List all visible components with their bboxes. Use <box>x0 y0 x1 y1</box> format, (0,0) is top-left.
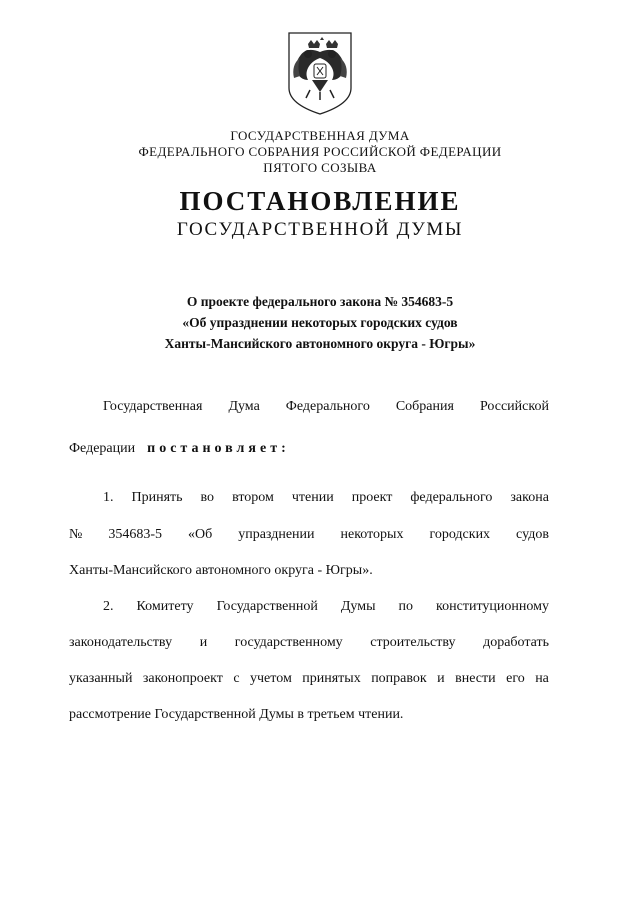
word: Думы <box>340 599 376 614</box>
item-2-line-3 <box>69 669 549 689</box>
word: законопроект <box>142 671 223 686</box>
word: «Об <box>188 527 213 542</box>
item-2-words-1 <box>103 597 549 617</box>
word: втором <box>232 490 274 505</box>
item-2-line-2 <box>69 633 549 653</box>
word: Федерации <box>69 441 136 456</box>
word: Государственной <box>216 599 318 614</box>
item-2-words-4: рассмотрение Государственной Думы в третьем чтении. <box>69 707 404 722</box>
item-2-words-2 <box>69 633 549 653</box>
word: судов <box>516 527 549 542</box>
word: конституционному <box>436 599 549 614</box>
header-line-convocation: ПЯТОГО СОЗЫВА <box>263 160 377 175</box>
word: Государственная <box>103 399 203 414</box>
word: государственному <box>234 635 343 650</box>
word: и <box>437 671 445 686</box>
word: учетом <box>250 671 292 686</box>
word: Дума <box>228 399 260 414</box>
subject-line-2: «Об упразднении некоторых городских судов <box>182 315 458 330</box>
item-1-words-1 <box>103 488 549 508</box>
item-1-line-3 <box>69 561 549 581</box>
document-title: ПОСТАНОВЛЕНИЕ <box>179 186 461 216</box>
word: его <box>506 671 525 686</box>
preamble-line-1 <box>69 397 549 417</box>
word: и <box>199 635 208 650</box>
word: Российской <box>479 399 549 414</box>
word: 2. <box>103 599 114 614</box>
item-2-line-1 <box>69 597 549 617</box>
word: федерального <box>410 490 493 505</box>
word: чтении <box>291 490 334 505</box>
word: Комитету <box>136 599 194 614</box>
word: строительству <box>370 635 456 650</box>
word: проект <box>351 490 393 505</box>
document-subtitle: ГОСУДАРСТВЕННОЙ ДУМЫ <box>176 219 464 240</box>
header-line-duma: ГОСУДАРСТВЕННАЯ ДУМА <box>230 128 410 143</box>
word: закона <box>510 490 549 505</box>
word: Федерального <box>285 399 370 414</box>
word: № <box>69 527 83 542</box>
word: внести <box>455 671 496 686</box>
word: поправок <box>371 671 427 686</box>
subject-line-3: Ханты-Мансийского автономного округа - Югры» <box>164 336 476 351</box>
word: принятых <box>302 671 361 686</box>
word: доработать <box>483 635 549 650</box>
word: на <box>535 671 549 686</box>
word: Собрания <box>395 399 454 414</box>
subject-line-1: О проекте федерального закона № 354683-5 <box>186 294 454 309</box>
word: некоторых <box>340 527 404 542</box>
preamble-line-2 <box>69 439 549 459</box>
item-1-words-3: Ханты-Мансийского автономного округа - Югры». <box>69 563 373 578</box>
word: 354683-5 <box>108 527 163 542</box>
item-1-words-2 <box>69 525 549 545</box>
resolution-verb: постановляет: <box>147 441 290 456</box>
item-1-line-2 <box>69 525 549 545</box>
subject-heading <box>0 291 640 354</box>
word: городских <box>429 527 491 542</box>
item-1-line-1 <box>69 488 549 508</box>
word: во <box>200 490 215 505</box>
word: указанный <box>69 671 133 686</box>
item-2-words-3 <box>69 669 549 689</box>
header-line-federal-assembly: ФЕДЕРАЛЬНОГО СОБРАНИЯ РОССИЙСКОЙ ФЕДЕРАЦИИ <box>138 144 502 159</box>
word: с <box>233 671 240 686</box>
double-headed-eagle-icon <box>286 30 354 116</box>
issuer-header <box>0 128 640 176</box>
word: упразднении <box>238 527 315 542</box>
word: по <box>398 599 414 614</box>
word: законодательству <box>69 635 173 650</box>
word: Принять <box>131 490 183 505</box>
item-2-line-4 <box>69 705 549 725</box>
coat-of-arms-emblem <box>286 30 354 116</box>
word: 1. <box>103 490 114 505</box>
